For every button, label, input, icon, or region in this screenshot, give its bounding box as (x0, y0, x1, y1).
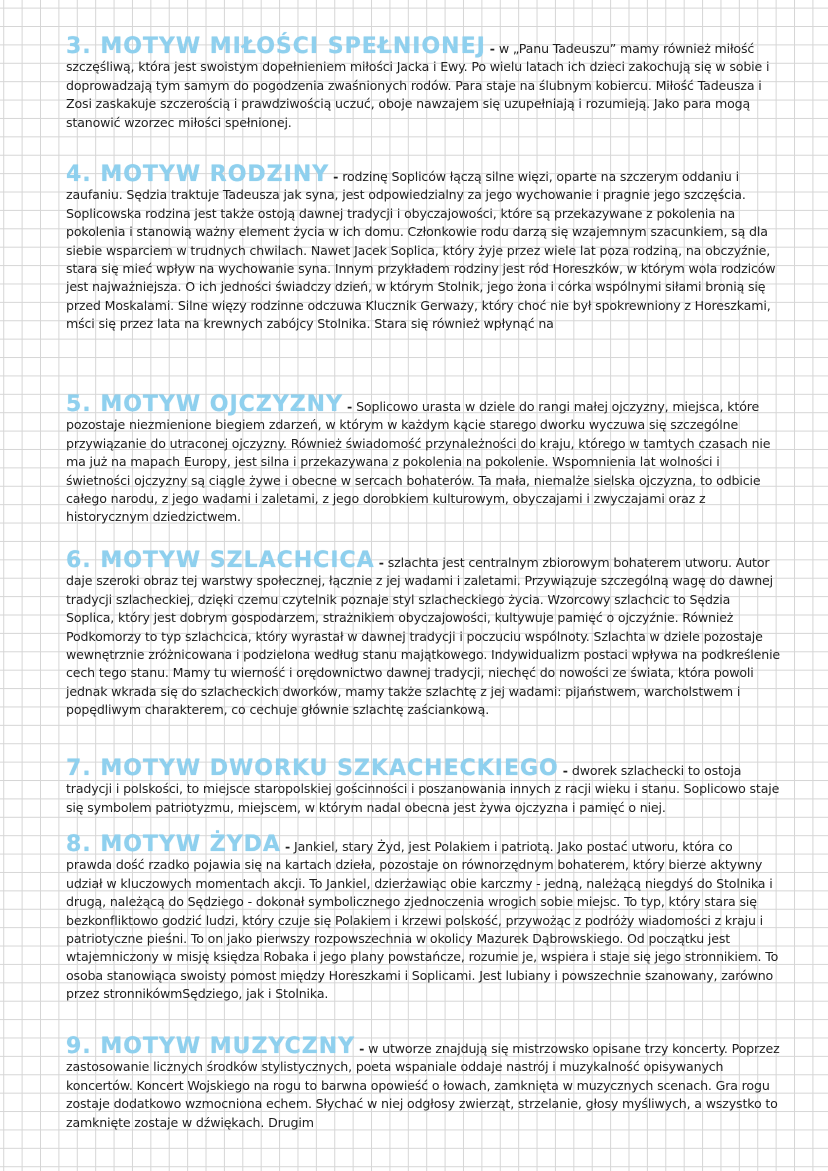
section-text: polskości, to miejsce staropolskiej gościnności i poszanowania innych z racji wieku i stanu. Soplicowo staje się symbolem patriotyzmu, miejscem, w którym nadal obecna jest żywa ojczyzna i pamięć o niej. (66, 781, 780, 815)
section-intro: Jankiel, stary Żyd, jest Polakiem i patriotą. Jako postać utworu, która co (294, 839, 733, 854)
section-intro: rodzinę Sopliców łączą silne więzi, oparte na szczerym oddaniu i (342, 169, 739, 184)
section-heading: 9. MOTYW MUZYCZNY (66, 1034, 356, 1059)
section-motif-manor (66, 756, 782, 817)
section-heading: 5. MOTYW OJCZYZNY (66, 392, 343, 417)
section-motif-fulfilled-love (66, 34, 782, 132)
section-heading: 4. MOTYW RODZINY (66, 162, 330, 187)
section-motif-family (66, 162, 782, 334)
section-motif-music (66, 1034, 782, 1132)
section-intro: Soplicowo urasta w dziele do rangi małej ojczyzny, miejsca, które (356, 399, 760, 414)
section-text: szczęśliwą, która jest swoistym dopełnieniem miłości Jacka i Ewy. Po wielu latach ich dzieci zakochują się w sobie i doprowadzają tym samym do pogodzenia zwaśnionych rodów. Para staje na ślubnym kobiercu. Miłość Tadeusza i Zosi zaskakuje szczerością i prawdziwością uczuć, oboje nawzajem się uzupełniają i rozumieją. Jako para mogą stanowić wzorzec miłości spełnionej. (66, 59, 770, 130)
section-heading: 7. MOTYW DWORKU SZKACHECKIEGO (66, 756, 559, 781)
section-paragraph (66, 756, 782, 817)
heading-dash: - (562, 763, 568, 778)
section-heading: 8. MOTYW ŻYDA (66, 832, 281, 857)
heading-dash: - (489, 41, 495, 56)
heading-dash: - (359, 1041, 365, 1056)
heading-dash: - (347, 399, 353, 414)
section-intro: w „Panu Tadeuszu” mamy również miłość (498, 41, 755, 56)
section-motif-nobleman (66, 548, 782, 720)
section-text: pozostaje niezmienione biegiem zdarzeń, w którym w każdym kącie starego dworku wyczuwa się szczególne przywiązanie do utraconej ojczyzny. Również świadomość przynależności do kraju, którego w tamtych czasach nie ma już na mapach Europy, jest silna i przekazywana z pokolenia na pokolenie. Wspomnienia lat wolności i świetności ojczyzny są ciągle żywe i obecne w sercach bohaterów. Ta mała, niemalże sielska ojczyzna, to odbicie całego narodu, z jego wadami i zaletami, z jego dorobkiem kulturowym, obyczajami i zwyczajami oraz z historycznym dziedzictwem. (66, 417, 771, 525)
section-intro: dworek szlachecki to ostoja tradycji i (66, 763, 742, 797)
section-motif-jew (66, 832, 782, 1004)
section-heading: 3. MOTYW MIŁOŚCI SPEŁNIONEJ (66, 34, 486, 59)
section-text: prawda dość rzadko pojawia się na kartach dzieła, pozostaje on równorzędnym bohaterem, który bierze aktywny udział w kluczowych momentach akcji. To Jankiel, dzierżawiąc obie karczmy - jedną, należącą niegdyś do Stolnika i drugą, należącą do Sędziego - dokonał symbolicznego zjednoczenia wrogich sobie miejsc. To typ, który stara się bezkonfliktowo godzić ludzi, który czuje się Polakiem i krzewi polskość, przywożąc z podróży wiadomości z kraju i patriotyczne pieśni. To on jako pierwszy rozpowszechnia w okolicy Mazurek Dąbrowskiego. Od początku jest wtajemniczony w misję księdza Robaka i jego plany powstańcze, rozumie je, wspiera i staje się jego stronnikiem. To osoba stanowiąca swoisty pomost między Horeszkami i Soplicami. Jest lubiany i powszechnie szanowany, zarówno przez stronnikówmSędziego, jak i Stolnika. (66, 857, 779, 1002)
heading-dash: - (333, 169, 339, 184)
section-paragraph (66, 34, 782, 132)
section-intro: szlachta jest centralnym zbiorowym bohaterem utworu. (387, 555, 732, 570)
section-paragraph (66, 832, 782, 1004)
section-text: zaufaniu. Sędzia traktuje Tadeusza jak syna, jest odpowiedzialny za jego wychowanie i pragnie jego szczęścia. Soplicowska rodzina jest także ostoją dawnej tradycji i obyczajowości, które są przekazywane z pokolenia na pokolenia i stanowią ważny element życia w ich domu. Członkowie rodu darzą się wzajemnym szacunkiem, są dla siebie wsparciem w trudnych chwilach. Nawet Jacek Soplica, który żyje przez wiele lat poza rodziną, na obczyźnie, stara się mieć wpływ na wychowanie syna. Innym przykładem rodziny jest ród Horeszków, w którym wola rodziców jest najważniejsza. O ich jedności świadczy dzień, w którym Stolnik, jego żona i córka wspólnymi siłami bronią się przed Moskalami. Silne więzy rodzinne odczuwa Klucznik Gerwazy, który choć nie był spokrewniony z Horeszkami, mści się przez lata na krewnych zabójcy Stolnika. Stara się również wpłynąć na (66, 187, 776, 332)
section-text: Poprzez zastosowanie licznych środków stylistycznych, poeta wspaniale oddaje nastrój i muzykalność opisywanych koncertów. Koncert Wojskiego na rogu to barwna opowieść o łowach, zamknięta w muzycznych scenach. Gra rogu zostaje dodatkowo wzmocniona echem. Słychać w niej odgłosy zwierząt, strzelanie, głosy myśliwych, a wszystko to zamknięte zostaje w dźwiękach. Drugim (66, 1041, 780, 1130)
section-heading: 6. MOTYW SZLACHCICA (66, 548, 375, 573)
section-paragraph (66, 1034, 782, 1132)
section-paragraph (66, 162, 782, 334)
section-text: Autor daje szeroki obraz tej warstwy społecznej, łącznie z jej wadami i zaletami. Przywiązuje szczególną wagę do dawnej tradycji szlacheckiej, dzięki czemu czytelnik poznaje styl szlacheckiego życia. Wzorcowy szlachcic to Sędzia Soplica, który jest dobrym gospodarzem, strażnikiem obyczajowości, kultywuje pamięć o ojczyźnie. Również Podkomorzy to typ szlachcica, który wyrastał w dawnej tradycji i poczuciu wspólnoty. Szlachta w dziele pozostaje wewnętrznie zróżnicowana i podzielona według stanu majątkowego. Indywidualizm postaci wpływa na podkreślenie cech tego stanu. Mamy tu wierność i orędownictwo dawnej tradycji, niechęć do nowości ze świata, która powoli jednak wkrada się do szlacheckich dworków, mamy także szlachtę z jej wadami: pijaństwem, warcholstwem i popędliwym charakterem, co cechuje głównie szlachtę zaściankową. (66, 555, 781, 718)
heading-dash: - (378, 555, 384, 570)
section-paragraph (66, 548, 782, 720)
heading-dash: - (284, 839, 291, 854)
section-paragraph (66, 392, 782, 527)
section-intro: w utworze znajdują się mistrzowsko opisane trzy koncerty. (368, 1041, 728, 1056)
section-motif-homeland (66, 392, 782, 527)
